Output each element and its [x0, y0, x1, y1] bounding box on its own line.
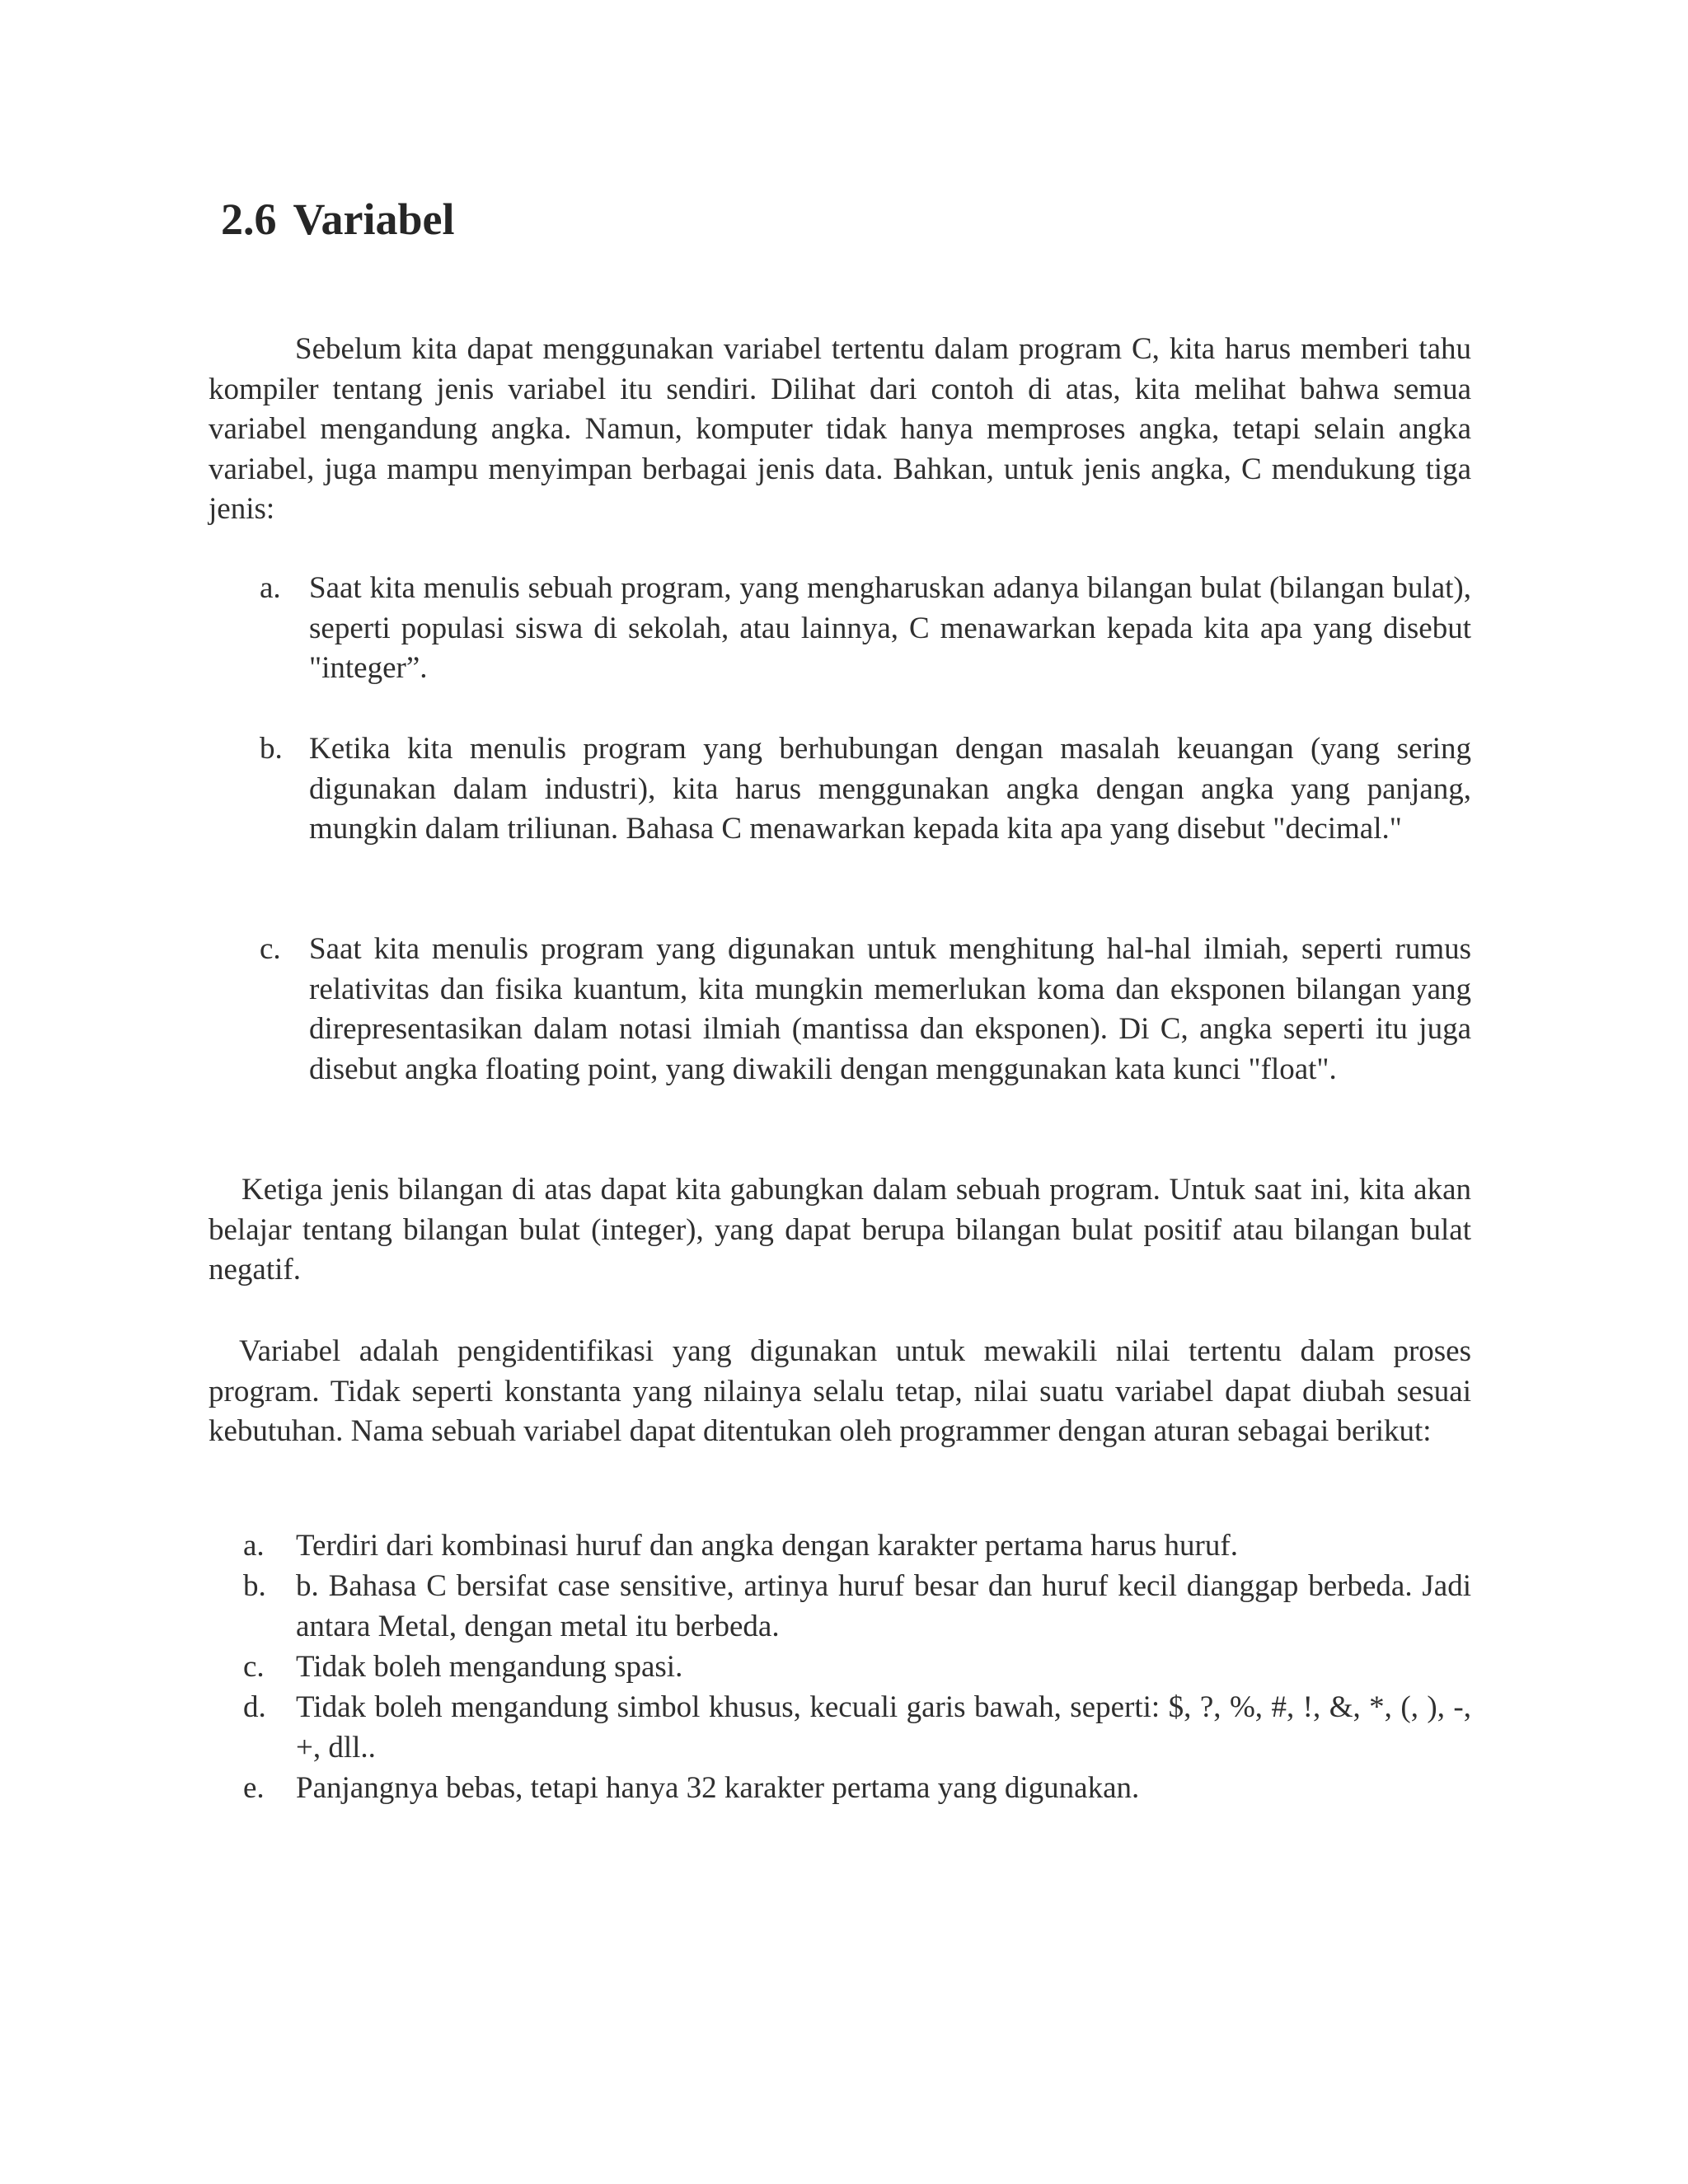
definition-paragraph [209, 1332, 1471, 1452]
list-item-text: Terdiri dari kombinasi huruf dan angka dengan karakter pertama harus huruf. [296, 1529, 1238, 1563]
list-item-text: b. Bahasa C bersifat case sensitive, artinya huruf besar dan huruf kecil dianggap berbeda. Jadi antara Metal, dengan metal itu berbeda. [296, 1569, 1471, 1643]
list-marker: b. [243, 1569, 266, 1603]
paragraph-text: Sebelum kita dapat menggunakan variabel tertentu dalam program C, kita harus memberi tahu kompiler tentang jenis variabel itu sendiri. Dilihat dari contoh di atas, kita melihat bahwa semua variabel mengandung angka. Namun, komputer tidak hanya memproses angka, tetapi selain angka variabel, juga mampu menyimpan berbagai jenis data. Bahkan, untuk jenis angka, C mendukung tiga jenis: [209, 332, 1471, 527]
section-number: 2.6 [221, 194, 277, 244]
list-marker: c. [243, 1650, 265, 1684]
paragraph-text: Variabel adalah pengidentifikasi yang digunakan untuk mewakili nilai tertentu dalam proses program. Tidak seperti konstanta yang nilainya selalu tetap, nilai suatu variabel dapat diubah sesuai kebutuhan. Nama sebuah variabel dapat ditentukan oleh programmer dengan aturan sebagai berikut: [209, 1334, 1471, 1449]
list-item-text: Saat kita menulis sebuah program, yang mengharuskan adanya bilangan bulat (bilangan bulat), seperti populasi siswa di sekolah, atau lainnya, C menawarkan kepada kita apa yang disebut "integer”. [309, 571, 1471, 686]
list-item-text: Panjangnya bebas, tetapi hanya 32 karakter pertama yang digunakan. [296, 1771, 1140, 1805]
list-marker: c. [260, 932, 281, 966]
summary-paragraph [209, 1170, 1471, 1291]
list-marker: d. [243, 1690, 266, 1724]
list-item [209, 1526, 1471, 1567]
list-item [209, 930, 1471, 1090]
list-item [209, 729, 1471, 850]
list-item-text: Ketika kita menulis program yang berhubungan dengan masalah keuangan (yang sering digunakan dalam industri), kita harus menggunakan angka dengan angka yang panjang, mungkin dalam triliunan. Bahasa C menawarkan kepada kita apa yang disebut "decimal." [309, 732, 1471, 846]
list-marker: e. [243, 1771, 265, 1805]
list-item [209, 1567, 1471, 1647]
list-item-text: Tidak boleh mengandung simbol khusus, kecuali garis bawah, seperti: $, ?, %, #, !, &, *, (, ), -, +, dll.. [296, 1690, 1471, 1765]
section-heading [221, 193, 455, 246]
list-marker: b. [260, 732, 283, 766]
list-item-text: Tidak boleh mengandung spasi. [296, 1650, 683, 1684]
list-item-text: Saat kita menulis program yang digunakan untuk menghitung hal-hal ilmiah, seperti rumus relativitas dan fisika kuantum, kita mungkin memerlukan koma dan eksponen bilangan yang direpresentasikan dalam notasi ilmiah (mantissa dan eksponen). Di C, angka seperti itu juga disebut angka floating point, yang diwakili dengan menggunakan kata kunci "float". [309, 932, 1471, 1086]
list-item [209, 1688, 1471, 1768]
intro-paragraph [209, 330, 1471, 530]
list-marker: a. [260, 571, 281, 605]
list-item [209, 1769, 1471, 1809]
section-title: Variabel [293, 194, 455, 244]
list-marker: a. [243, 1529, 265, 1563]
list-item [209, 1647, 1471, 1688]
paragraph-text: Ketiga jenis bilangan di atas dapat kita gabungkan dalam sebuah program. Untuk saat ini, kita akan belajar tentang bilangan bulat (integer), yang dapat berupa bilangan bulat positif atau bilangan bulat negatif. [209, 1173, 1471, 1287]
list-item [209, 569, 1471, 689]
